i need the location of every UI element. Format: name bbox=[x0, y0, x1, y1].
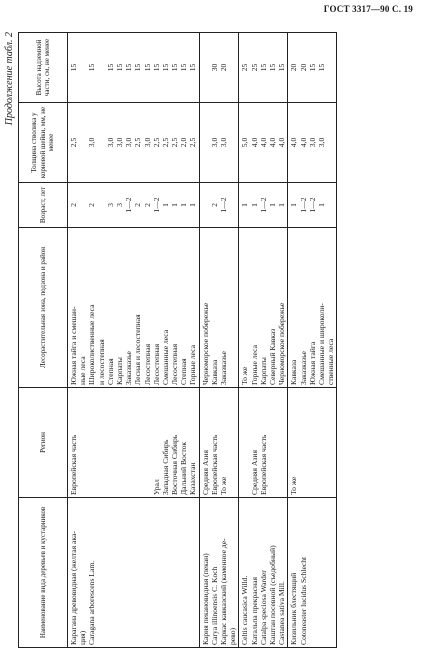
cell-line: 3,0 bbox=[209, 137, 219, 148]
cell-line: Заказказье bbox=[298, 351, 308, 385]
zone-cell bbox=[199, 228, 239, 388]
cell-line: 1 bbox=[188, 203, 198, 207]
species-cell bbox=[68, 498, 200, 648]
cell-line: 15 bbox=[142, 63, 152, 72]
header-species: Наименование вида деревьев и кустарников bbox=[19, 498, 68, 648]
header-zone: Лесорастительная зона, подзона и район bbox=[19, 228, 68, 388]
cell-line: 15 bbox=[105, 63, 115, 72]
cell-line: Лесостепная bbox=[170, 343, 180, 385]
species-table bbox=[18, 32, 337, 648]
rotated-content bbox=[2, 28, 422, 650]
cell-line: Кизильник блестящий bbox=[289, 572, 299, 645]
cell-line: Степная bbox=[179, 358, 189, 385]
cell-line bbox=[78, 105, 87, 180]
cell-line: 2,5 bbox=[160, 137, 170, 148]
thickness-cell bbox=[288, 103, 337, 183]
cell-line bbox=[78, 390, 87, 495]
cell-line: Средняя Азия bbox=[249, 450, 259, 495]
cell-line bbox=[97, 390, 106, 495]
cell-line: 20 bbox=[219, 63, 228, 72]
cell-line: Катальпа прекрасная bbox=[249, 577, 259, 645]
cell-line: 2 bbox=[133, 203, 143, 207]
height-cell bbox=[68, 33, 200, 103]
cell-line: 2,5 bbox=[133, 137, 143, 148]
cell-line: 15 bbox=[170, 63, 180, 72]
cell-line: 1 bbox=[249, 203, 259, 207]
cell-line: Catalpa speciosa Warder bbox=[258, 570, 268, 645]
cell-line: 2,0 bbox=[179, 137, 189, 148]
cell-line: То же bbox=[219, 476, 228, 495]
cell-line: То же bbox=[289, 476, 299, 495]
region-cell bbox=[68, 388, 200, 498]
cell-line: 15 bbox=[307, 63, 317, 72]
cell-line bbox=[97, 105, 106, 180]
table-header-row bbox=[19, 33, 68, 648]
cell-line: Европейская часть bbox=[69, 434, 78, 495]
cell-line: 3 bbox=[105, 203, 115, 207]
cell-line bbox=[299, 390, 308, 495]
cell-line: и лесостепная bbox=[96, 339, 106, 385]
rotated-table-area bbox=[2, 28, 422, 650]
cell-line: Северный Кавказ bbox=[267, 328, 277, 385]
cell-line bbox=[326, 105, 335, 180]
cell-line: 1—2 bbox=[124, 197, 134, 213]
cell-line: Горные леса bbox=[249, 345, 259, 385]
cell-line: рево) bbox=[228, 627, 238, 645]
cell-line bbox=[228, 390, 237, 495]
cell-line bbox=[326, 185, 335, 225]
thickness-cell bbox=[199, 103, 239, 183]
cell-line bbox=[201, 185, 210, 225]
cell-line: 15 bbox=[179, 63, 189, 72]
thickness-cell bbox=[68, 103, 200, 183]
cell-line: 1 bbox=[240, 203, 250, 207]
cell-line bbox=[201, 105, 210, 180]
cell-line: Степная bbox=[105, 358, 115, 385]
region-cell bbox=[239, 388, 288, 498]
cell-line: Европейская часть bbox=[209, 434, 219, 495]
cell-line: 15 bbox=[124, 63, 134, 72]
continuation-title: Продолжение табл. 2 bbox=[4, 32, 15, 126]
cell-line: 25 bbox=[240, 63, 250, 72]
cell-line: 15 bbox=[69, 63, 78, 72]
cell-line bbox=[97, 35, 106, 100]
table-body bbox=[68, 33, 337, 648]
cell-line bbox=[133, 390, 142, 495]
cell-line: 1 bbox=[289, 203, 299, 207]
cell-line: Карпаты bbox=[258, 357, 268, 385]
cell-line: Лесная и лесостепная bbox=[133, 314, 143, 385]
cell-line bbox=[268, 390, 277, 495]
header-region: Регион bbox=[19, 388, 68, 498]
cell-line bbox=[228, 185, 237, 225]
cell-line: Европейская часть bbox=[258, 434, 268, 495]
cell-line: ственные леса bbox=[326, 338, 336, 385]
height-cell bbox=[199, 33, 239, 103]
cell-line bbox=[97, 185, 106, 225]
cell-line: 4,0 bbox=[277, 137, 287, 148]
cell-line: 4,0 bbox=[298, 137, 308, 148]
cell-line: 15 bbox=[316, 63, 326, 72]
cell-line bbox=[277, 390, 286, 495]
cell-line bbox=[228, 230, 237, 385]
page-header: ГОСТ 3317—90 С. 19 bbox=[323, 4, 413, 14]
cell-line: Лесостепная bbox=[142, 343, 152, 385]
cell-line: 3,0 bbox=[219, 137, 228, 148]
cell-line bbox=[201, 35, 210, 100]
age-cell bbox=[288, 183, 337, 228]
cell-line: 15 bbox=[87, 63, 97, 72]
cell-line: 2 bbox=[87, 203, 97, 207]
cell-line: Карагана древовидная (желтая ака- bbox=[69, 531, 78, 645]
cell-line bbox=[228, 35, 237, 100]
cell-line: 2,5 bbox=[151, 137, 161, 148]
species-cell bbox=[288, 498, 337, 648]
cell-line: 2,5 bbox=[188, 137, 198, 148]
cell-line: 15 bbox=[258, 63, 268, 72]
zone-cell bbox=[68, 228, 200, 388]
cell-line: 3,0 bbox=[142, 137, 152, 148]
cell-line: Карпаты bbox=[114, 357, 124, 385]
cell-line: 3,0 bbox=[124, 137, 134, 148]
cell-line: 15 bbox=[267, 63, 277, 72]
cell-line: Широколиственные леса bbox=[87, 304, 97, 385]
cell-line: Каркас кавказский (каменное де- bbox=[219, 538, 228, 645]
cell-line: 1—2 bbox=[307, 197, 317, 213]
cell-line: 15 bbox=[114, 63, 124, 72]
age-cell bbox=[199, 183, 239, 228]
cell-line bbox=[143, 390, 152, 495]
cell-line: 1 bbox=[316, 203, 326, 207]
header-age: Возраст, лет bbox=[19, 183, 68, 228]
cell-line: 5,0 bbox=[240, 137, 250, 148]
header-thickness: Толщина стволика у корневой шейки, мм, не менее bbox=[19, 103, 68, 183]
cell-line: 15 bbox=[160, 63, 170, 72]
cell-line: Смешанные и широколи- bbox=[316, 303, 326, 385]
cell-line: 4,0 bbox=[249, 137, 259, 148]
cell-line: Каштан посевной (съедобный) bbox=[267, 545, 277, 645]
thickness-cell bbox=[239, 103, 288, 183]
cell-line: Carya illinoensis C. Koch bbox=[209, 566, 219, 645]
cell-line bbox=[228, 105, 237, 180]
cell-line: Черноморское побережье bbox=[200, 302, 210, 385]
cell-line: Черноморское побережье bbox=[277, 302, 287, 385]
cell-line: 15 bbox=[188, 63, 198, 72]
cell-line: 1 bbox=[267, 203, 277, 207]
cell-line: 2 bbox=[69, 203, 78, 207]
table-row bbox=[288, 33, 337, 648]
height-cell bbox=[239, 33, 288, 103]
cell-line: 3 bbox=[114, 203, 124, 207]
cell-line: 3,0 bbox=[307, 137, 317, 148]
cell-line: Урал bbox=[151, 479, 161, 495]
cell-line: 30 bbox=[209, 63, 219, 72]
cell-line: Кавказа bbox=[209, 359, 219, 385]
cell-line: 2,5 bbox=[69, 137, 78, 148]
cell-line: 3,0 bbox=[105, 137, 115, 148]
region-cell bbox=[288, 388, 337, 498]
cell-line: 15 bbox=[277, 63, 287, 72]
cell-line: 1 bbox=[179, 203, 189, 207]
cell-line: 2 bbox=[142, 203, 152, 207]
cell-line: Castanea sativa Mill. bbox=[277, 581, 287, 645]
cell-line: 20 bbox=[289, 63, 299, 72]
cell-line: 15 bbox=[151, 63, 161, 72]
cell-line: 1 bbox=[170, 203, 180, 207]
cell-line bbox=[78, 185, 87, 225]
table-row bbox=[68, 33, 200, 648]
cell-line: 4,0 bbox=[258, 137, 268, 148]
zone-cell bbox=[288, 228, 337, 388]
cell-line: Заказказье bbox=[219, 351, 228, 385]
cell-line: 1—2 bbox=[151, 197, 161, 213]
cell-line: Смешанные леса bbox=[160, 329, 170, 385]
cell-line bbox=[124, 390, 133, 495]
cell-line: ция) bbox=[78, 630, 88, 645]
cell-line: Южная тайга bbox=[307, 341, 317, 385]
cell-line: Горные леса bbox=[188, 345, 198, 385]
cell-line bbox=[87, 390, 96, 495]
cell-line: 1 bbox=[277, 203, 287, 207]
cell-line: Кария пекановидная (пекан) bbox=[200, 553, 210, 645]
cell-line: Caragana arborescens Lam. bbox=[87, 560, 97, 645]
cell-line: 1—2 bbox=[258, 197, 268, 213]
zone-cell bbox=[239, 228, 288, 388]
cell-line: Южная тайга и смешан- bbox=[69, 306, 78, 385]
cell-line: ные леса bbox=[78, 356, 88, 385]
cell-line: 3,0 bbox=[316, 137, 326, 148]
cell-line: Лесостепная bbox=[151, 343, 161, 385]
cell-line: 1 bbox=[160, 203, 170, 207]
species-cell bbox=[239, 498, 288, 648]
cell-line: 3,0 bbox=[87, 137, 97, 148]
cell-line: 2,5 bbox=[170, 137, 180, 148]
age-cell bbox=[68, 183, 200, 228]
cell-line: 1—2 bbox=[298, 197, 308, 213]
cell-line: 25 bbox=[249, 63, 259, 72]
table-row bbox=[239, 33, 288, 648]
cell-line: То же bbox=[240, 366, 250, 385]
cell-line bbox=[115, 390, 124, 495]
cell-line: 15 bbox=[133, 63, 143, 72]
cell-line: 4,0 bbox=[289, 137, 299, 148]
cell-line: 1—2 bbox=[219, 197, 228, 213]
height-cell bbox=[288, 33, 337, 103]
cell-line: 4,0 bbox=[267, 137, 277, 148]
age-cell bbox=[239, 183, 288, 228]
cell-line bbox=[78, 35, 87, 100]
table-row bbox=[199, 33, 239, 648]
cell-line bbox=[240, 390, 249, 495]
species-cell bbox=[199, 498, 239, 648]
cell-line: Кавказа bbox=[289, 359, 299, 385]
cell-line: Восточная Сибирь bbox=[170, 434, 180, 495]
cell-line: 20 bbox=[298, 63, 308, 72]
cell-line: 3,0 bbox=[114, 137, 124, 148]
cell-line: Дальний Восток bbox=[179, 441, 189, 495]
cell-line: Средняя Азия bbox=[200, 450, 210, 495]
cell-line: Заказказье bbox=[124, 351, 134, 385]
cell-line bbox=[106, 390, 115, 495]
cell-line: Celtis caucasica Willd. bbox=[240, 575, 250, 645]
cell-line bbox=[326, 35, 335, 100]
region-cell bbox=[199, 388, 239, 498]
header-height: Высота надземной части, см, не менее bbox=[19, 33, 68, 103]
cell-line: Казахстан bbox=[188, 462, 198, 495]
cell-line: 2 bbox=[209, 203, 219, 207]
cell-line: Cotoneaster lucidus Schlecht bbox=[298, 556, 308, 645]
cell-line: Западная Сибирь bbox=[160, 439, 170, 495]
